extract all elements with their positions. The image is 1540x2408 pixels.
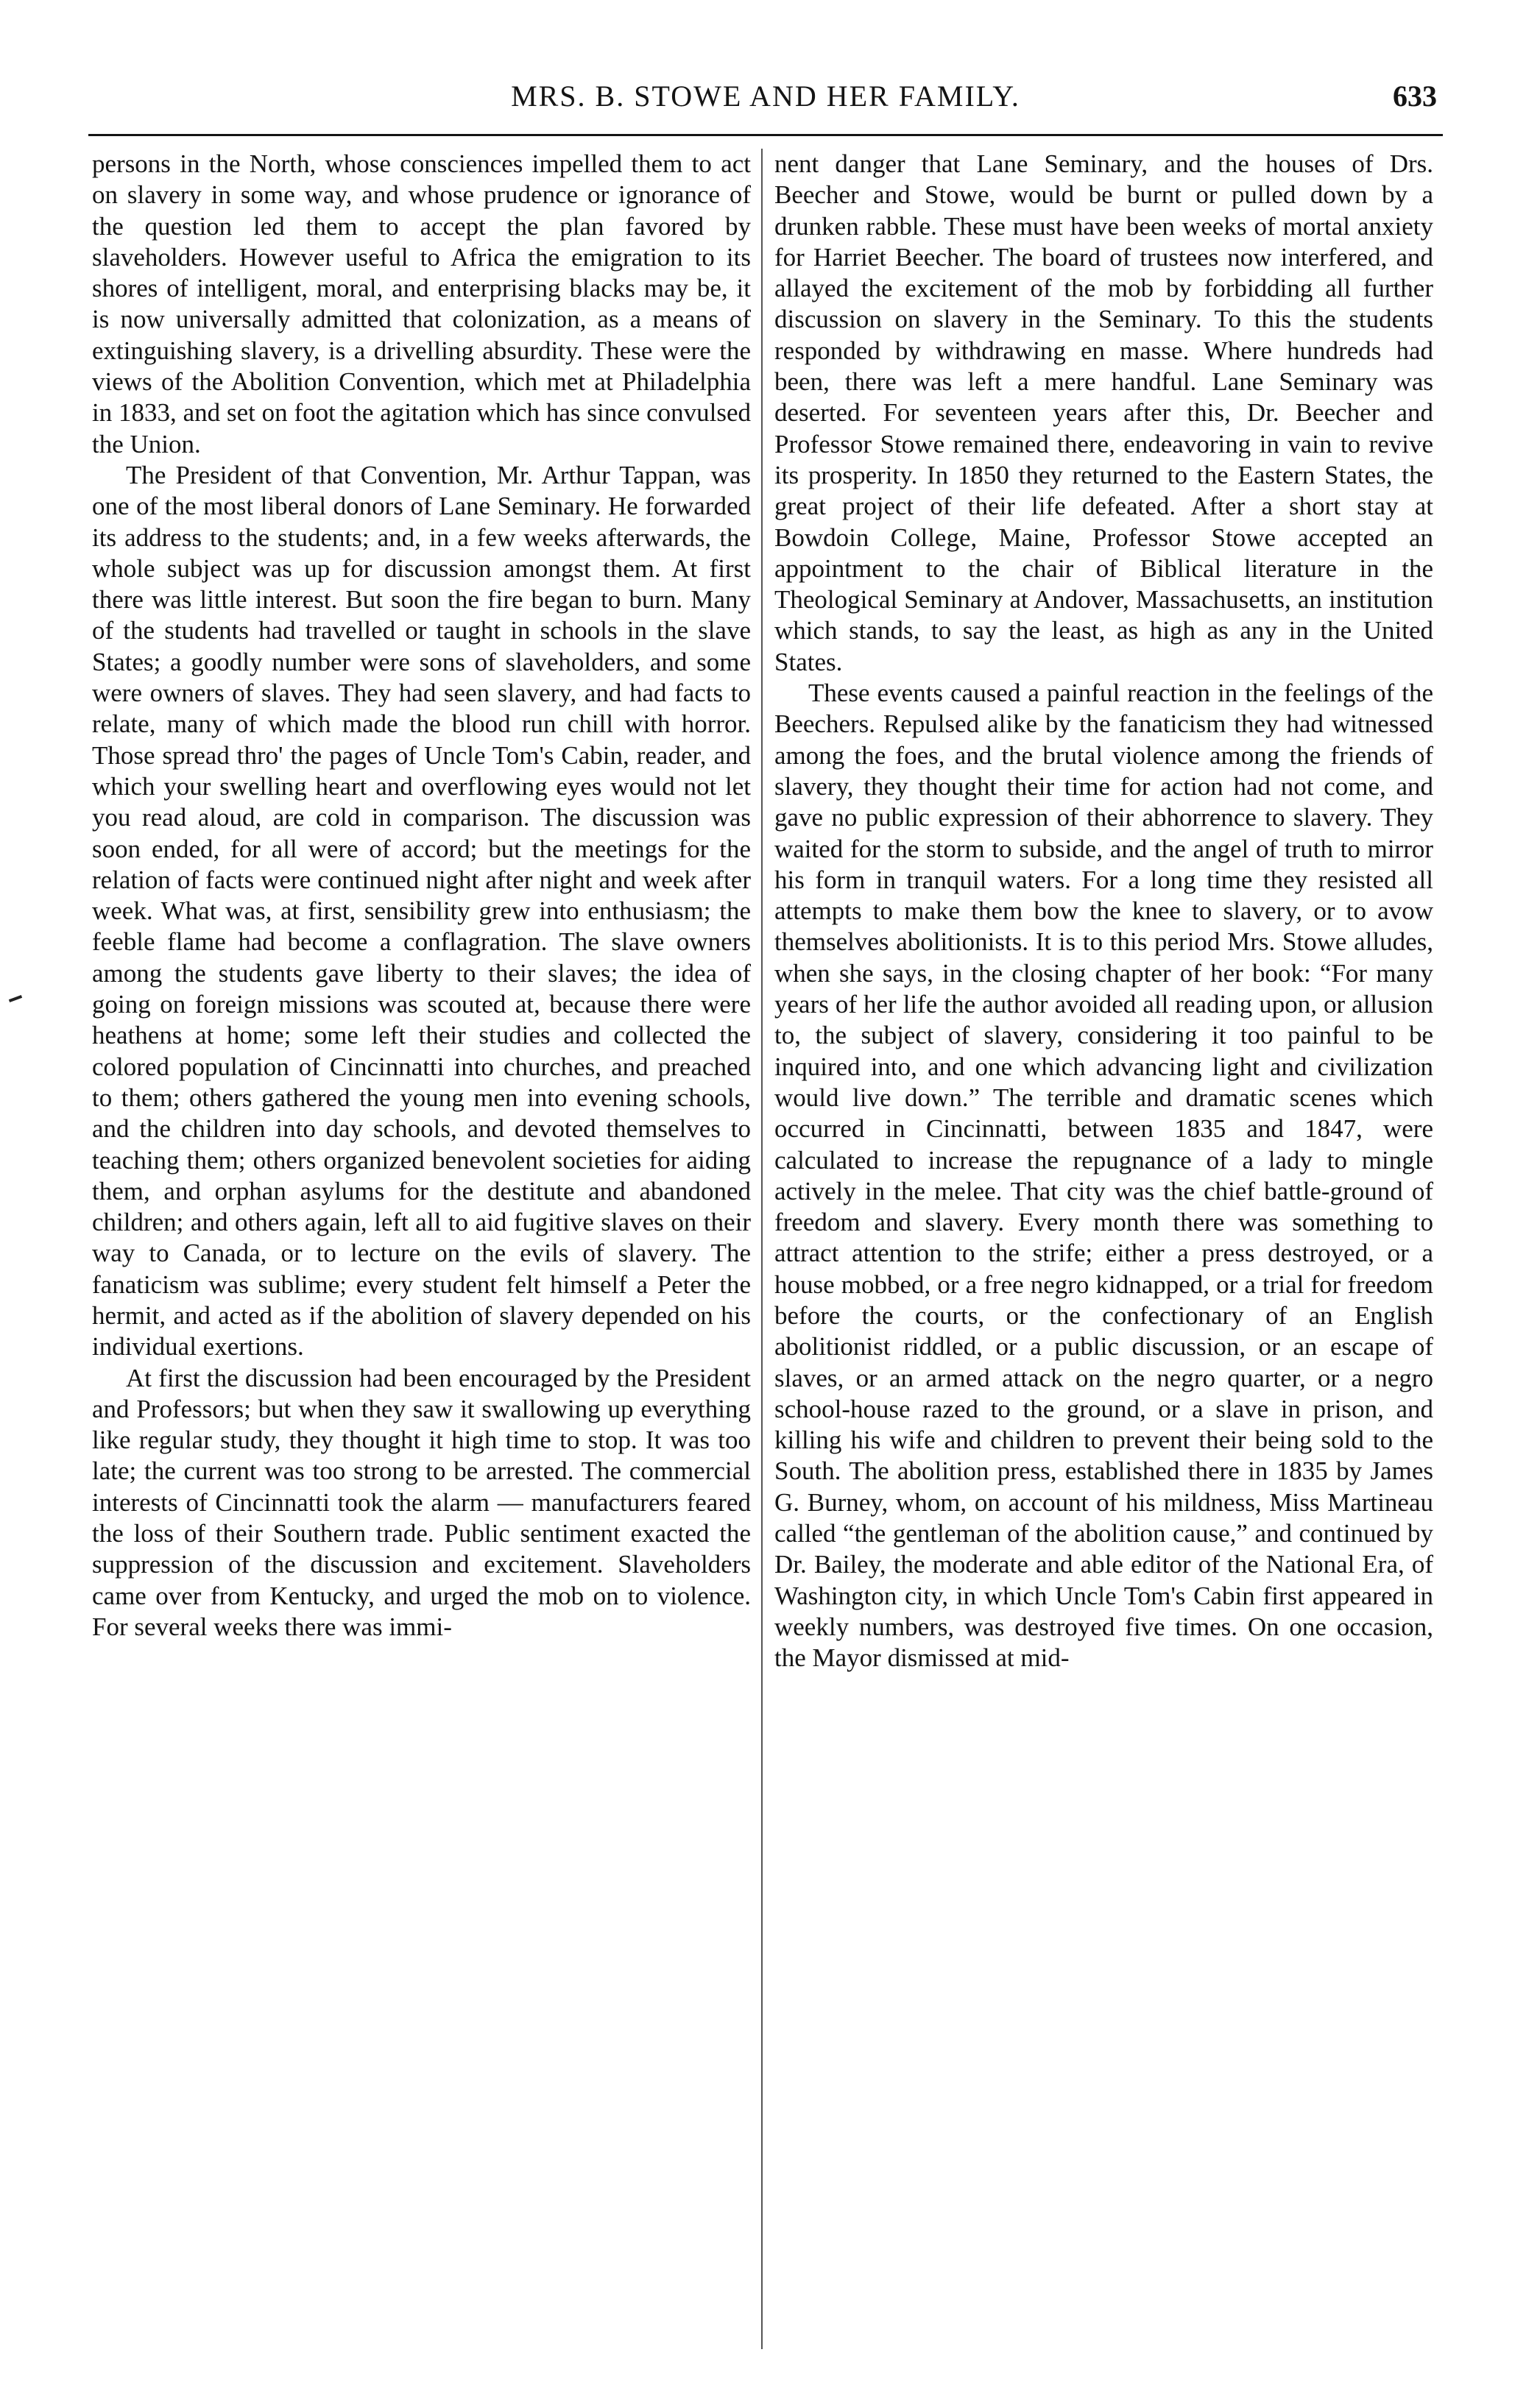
left-column xyxy=(92,149,751,1643)
left-paragraph-1: persons in the North, whose consciences impelled them to act on slavery in some way, and whose prudence or ignorance of the question led them to accept the plan favored by slaveholders. However useful to Africa the emigration to its shores of intelligent, moral, and enterprising blacks may be, it is now universally admitted that colonization, as a means of extinguishing slavery, is a drivelling absurdity. These were the views of the Abolition Convention, which met at Philadelphia in 1833, and set on foot the agitation which has since convulsed the Union. xyxy=(92,149,751,458)
left-paragraph-3: At first the discussion had been encouraged by the President and Professors; but when they saw it swallowing up everything like regular study, they thought it high time to stop. It was too late; the current was too strong to be arrested. The commercial interests of Cincinnatti took the alarm — manufacturers feared the loss of their Southern trade. Public sentiment exacted the suppression of the discussion and excitement. Slaveholders came over from Kentucky, and urged the mob on to violence. For several weeks there was immi- xyxy=(92,1363,751,1641)
running-title: MRS. B. STOWE AND HER FAMILY. xyxy=(511,79,1020,113)
right-paragraph-1: nent danger that Lane Seminary, and the houses of Drs. Beecher and Stowe, would be burnt or pulled down by a drunken rabble. These must have been weeks of mortal anxiety for Harriet Beecher. The board of trustees now interfered, and allayed the excitement of the mob by forbidding all further discussion on slavery in the Seminary. To this the students responded by withdrawing en masse. Where hundreds had been, there was left a mere handful. Lane Seminary was deserted. For seventeen years after this, Dr. Beecher and Professor Stowe remained there, endeavoring in vain to revive its prosperity. In 1850 they returned to the Eastern States, the great project of their life defeated. After a short stay at Bowdoin College, Maine, Professor Stowe accepted an appointment to the chair of Biblical literature in the Theological Seminary at Andover, Massachusetts, an institution which stands, to say the least, as high as any in the United States. xyxy=(774,149,1433,676)
page-number: 633 xyxy=(1393,79,1437,113)
left-paragraph-2: The President of that Convention, Mr. Arthur Tappan, was one of the most liberal donors of Lane Seminary. He forwarded its address to the students; and, in a few weeks afterwards, the whole subject was up for discussion amongst them. At first there was little interest. But soon the fire began to burn. Many of the students had travelled or taught in schools in the slave States; a goodly number were sons of slaveholders, and some were owners of slaves. They had seen slavery, and had facts to relate, many of which made the blood run chill with horror. Those spread thro' the pages of Uncle Tom's Cabin, reader, and which your swelling heart and overflowing eyes would not let you read aloud, are cold in comparison. The discussion was soon ended, for all were of accord; but the meetings for the relation of facts were continued night after night and week after week. What was, at first, sensibility grew into enthusiasm; the feeble flame had become a conflagration. The slave owners among the students gave liberty to their slaves; the idea of going on foreign missions was scouted at, because there were heathens at home; some left their studies and collected the colored population of Cincinnatti into churches, and preached to them; others gathered the young men into evening schools, and the children into day schools, and devoted themselves to teaching them; others organized benevolent societies for aiding them, and orphan asylums for the destitute and abandoned children; and others again, left all to aid fugitive slaves on their way to Canada, or to lecture on the evils of slavery. The fanaticism was sublime; every student felt himself a Peter the hermit, and acted as if the abolition of slavery depended on his individual exertions. xyxy=(92,460,751,1361)
margin-mark xyxy=(9,995,22,1002)
right-paragraph-2: These events caused a painful reaction in the feelings of the Beechers. Repulsed alike by the fanaticism they had witnessed among the foes, and the brutal violence among the friends of slavery, they thought their time for action had not come, and gave no public expression of their abhorrence to slavery. They waited for the storm to subside, and the angel of truth to mirror his form in tranquil waters. For a long time they resisted all attempts to make them bow the knee to slavery, or to avow themselves abolitionists. It is to this period Mrs. Stowe alludes, when she says, in the closing chapter of her book: “For many years of her life the author avoided all reading upon, or allusion to, the subject of slavery, considering it too painful to be inquired into, and one which advancing light and civilization would live down.” The terrible and dramatic scenes which occurred in Cincinnatti, between 1835 and 1847, were calculated to increase the repugnance of a lady to mingle actively in the melee. That city was the chief battle-ground of freedom and slavery. Every month there was something to attract attention to the strife; either a press destroyed, or a house mobbed, or a free negro kidnapped, or a trial for freedom before the courts, or the confectionary of an English abolitionist riddled, or a public discussion, or an escape of slaves, or an armed attack on the negro quarter, or a negro school-house razed to the ground, or a slave in prison, and killing his wife and children to prevent their being sold to the South. The abolition press, established there in 1835 by James G. Burney, whom, on account of his mildness, Miss Martineau called “the gentleman of the abolition cause,” and continued by Dr. Bailey, the moderate and able editor of the National Era, of Washington city, in which Uncle Tom's Cabin first appeared in weekly numbers, was destroyed five times. On one occasion, the Mayor dismissed at mid- xyxy=(774,679,1433,1673)
header-rule xyxy=(88,134,1443,136)
right-column xyxy=(774,149,1433,1674)
column-divider xyxy=(761,149,763,2349)
